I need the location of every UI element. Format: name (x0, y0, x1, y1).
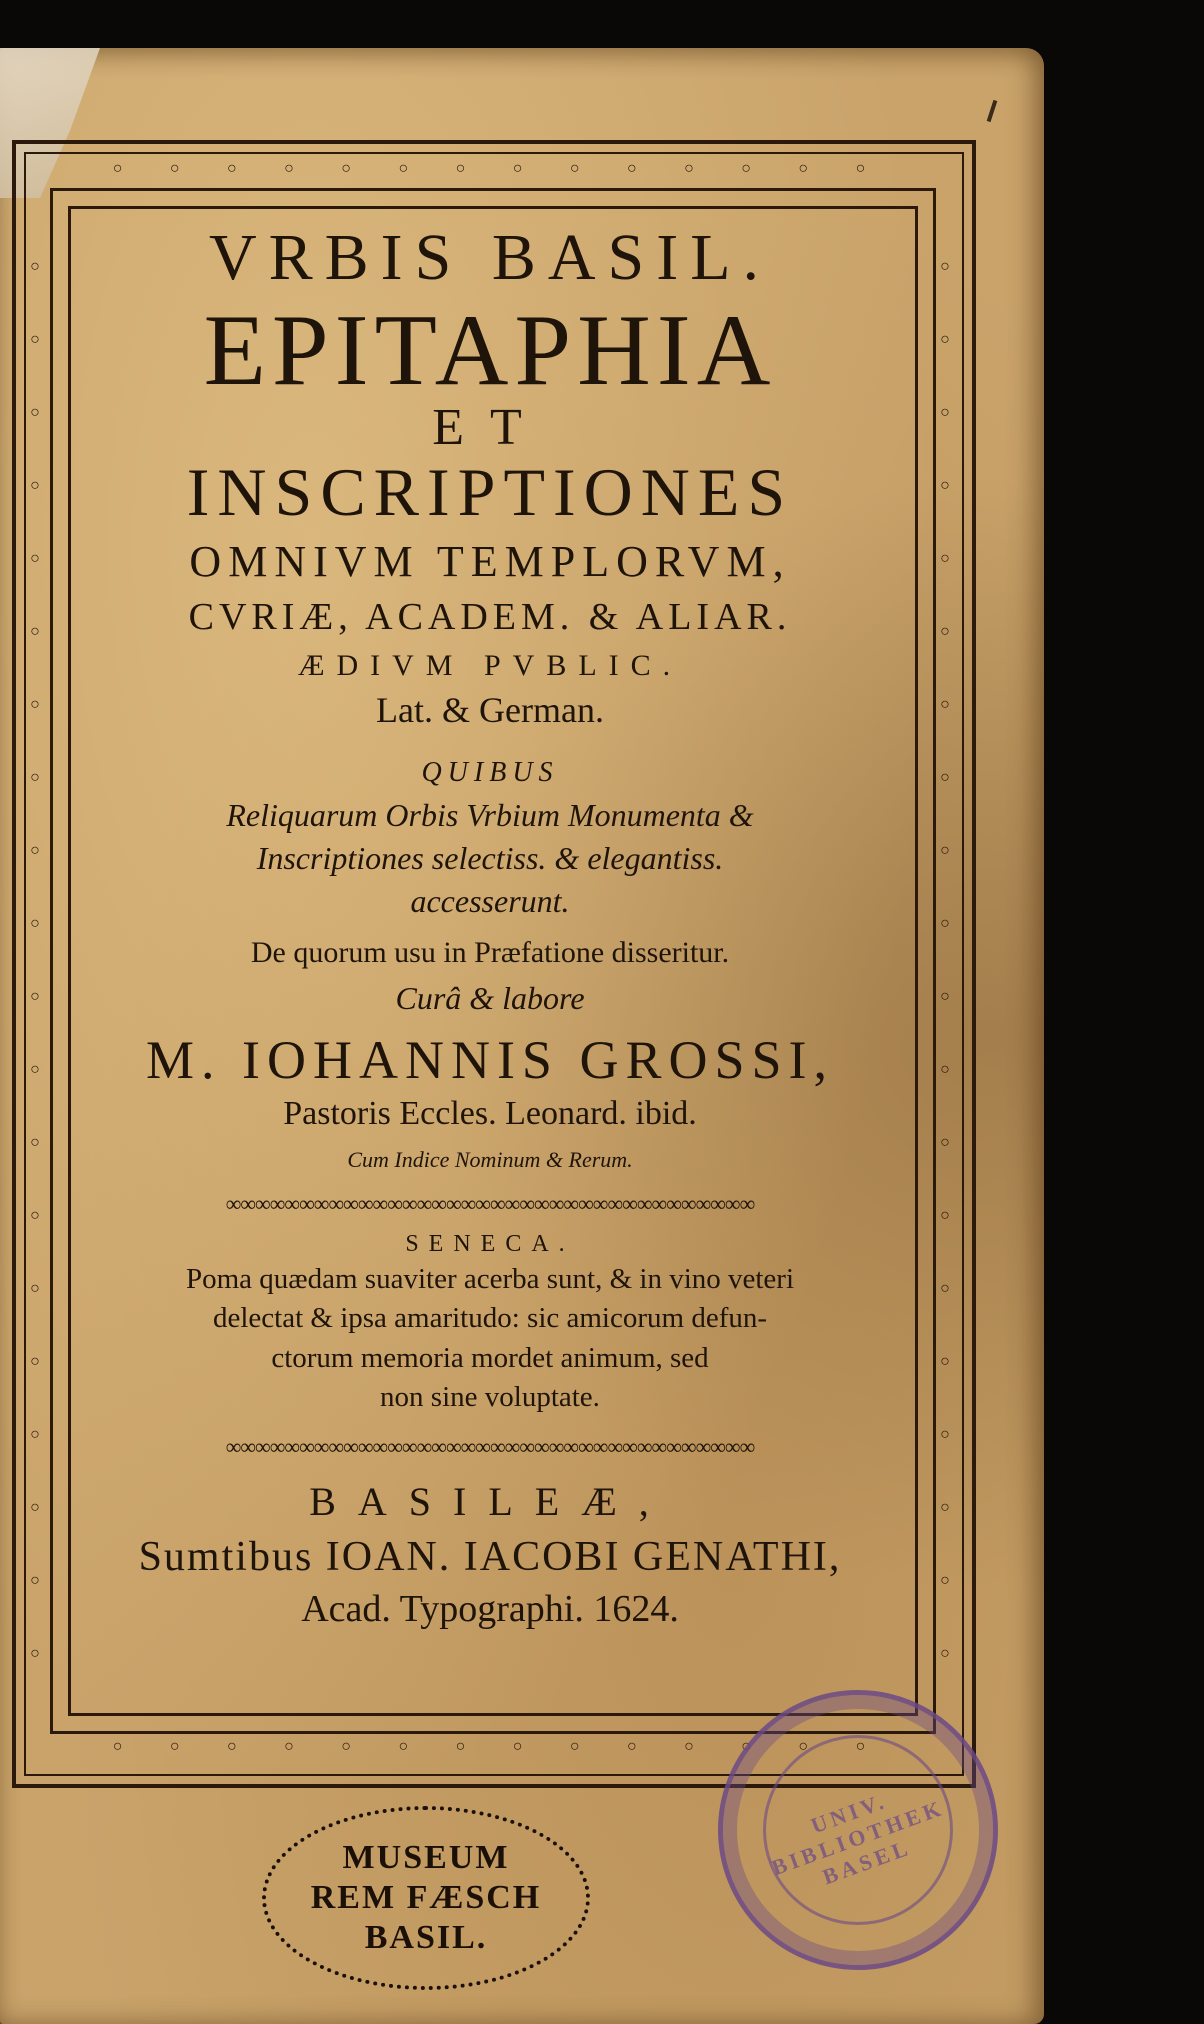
title-line-8: Lat. & German. (376, 690, 604, 730)
quote-line-1: Poma quædam suaviter acerba sunt, & in vino veteri (185, 1263, 795, 1295)
title-line-6: CVRIÆ, ACADEM. & ALIAR. (188, 596, 792, 638)
subtitle-line-5: Curâ & labore (395, 980, 585, 1016)
title-line-5: OMNIVM TEMPLORVM, (189, 537, 791, 586)
imprint-place: BASILEÆ, (309, 1478, 671, 1524)
subtitle-line-1: Reliquarum Orbis Vrbium Monumenta & (226, 797, 754, 833)
ornament-divider-1: ∞∞∞∞∞∞∞∞∞∞∞∞∞∞∞∞∞∞∞∞∞∞∞∞∞∞∞∞∞∞∞∞∞∞∞∞ (225, 1191, 755, 1216)
subtitle-line-4: De quorum usu in Præfatione disseritur. (250, 936, 730, 969)
border-ornament-left: ○ ○ ○ ○ ○ ○ ○ ○ ○ ○ ○ ○ ○ ○ ○ ○ ○ ○ ○ ○ (30, 257, 40, 1662)
border-ornament-bottom: ○ ○ ○ ○ ○ ○ ○ ○ ○ ○ ○ ○ ○ ○ (112, 1738, 868, 1755)
subtitle-line-3: accesserunt. (410, 883, 570, 919)
museum-stamp (262, 1806, 590, 1990)
title-line-7: ÆDIVM PVBLIC. (297, 649, 683, 682)
title-line-4: INSCRIPTIONES (186, 454, 794, 530)
author-name: M. IOHANNIS GROSSI, (145, 1030, 835, 1090)
imprint-printer: Acad. Typographi. 1624. (301, 1587, 679, 1630)
library-stamp-text: UNIV. BIBLIOTHEK BASEL (768, 1787, 948, 1890)
museum-stamp-line-3: BASIL. (364, 1919, 488, 1957)
museum-stamp-line-2: REM FÆSCH (310, 1878, 542, 1916)
quote-line-4: non sine voluptate. (380, 1381, 600, 1414)
museum-stamp-line-1: MUSEUM (342, 1838, 510, 1876)
imprint-publisher: Sumtibus IOAN. IACOBI GENATHI, (138, 1533, 842, 1580)
index-note: Cum Indice Nominum & Rerum. (347, 1147, 633, 1172)
quote-line-3: ctorum memoria mordet animum, sed (271, 1341, 709, 1374)
quote-line-2: delectat & ipsa amaritudo: sic amicorum defun- (212, 1302, 768, 1335)
quote-source: SENECA. (405, 1231, 575, 1257)
border-ornament-top: ○ ○ ○ ○ ○ ○ ○ ○ ○ ○ ○ ○ ○ ○ (112, 160, 868, 177)
subtitle-line-2: Inscriptiones selectiss. & elegantiss. (256, 840, 724, 876)
title-main: EPITAPHIA (203, 294, 777, 407)
author-role: Pastoris Eccles. Leonard. ibid. (283, 1095, 697, 1132)
border-ornament-right: ○ ○ ○ ○ ○ ○ ○ ○ ○ ○ ○ ○ ○ ○ ○ ○ ○ ○ ○ ○ (940, 257, 950, 1662)
library-stamp (718, 1690, 998, 1970)
title-block (78, 214, 902, 1631)
title-line-3: ET (432, 399, 548, 456)
title-line-1: VRBIS BASIL. (208, 221, 772, 294)
subtitle-quibus: QUIBUS (421, 757, 559, 788)
ornament-divider-2: ∞∞∞∞∞∞∞∞∞∞∞∞∞∞∞∞∞∞∞∞∞∞∞∞∞∞∞∞∞∞∞∞∞∞∞∞ (225, 1433, 755, 1459)
